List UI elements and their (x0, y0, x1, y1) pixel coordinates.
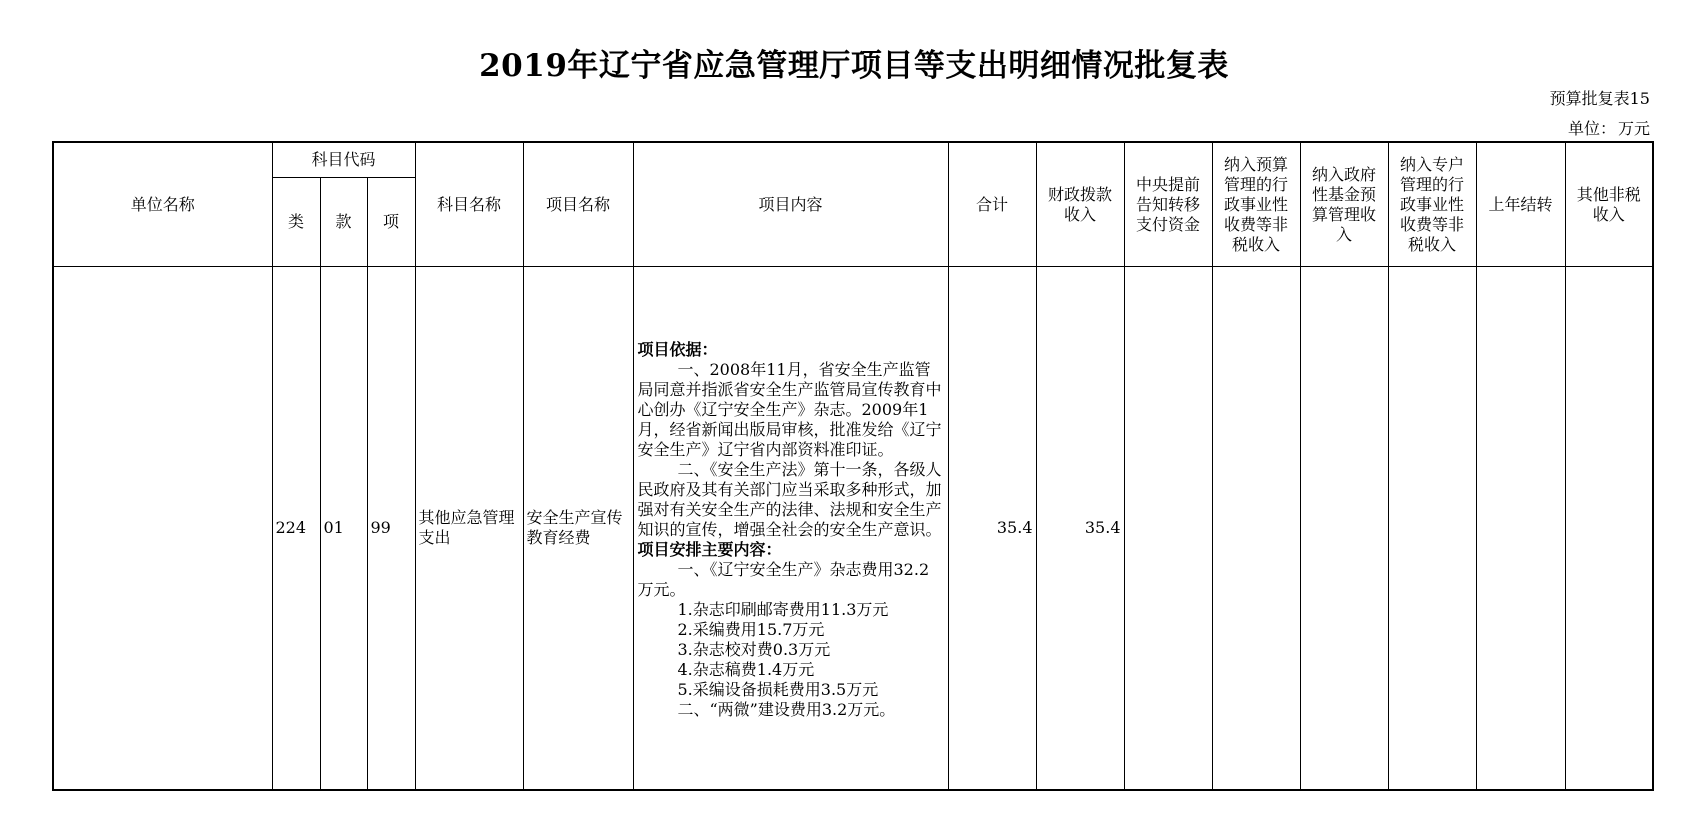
sub-item: 5.采编设备损耗费用3.5万元 (677, 680, 879, 699)
unit-value: 万元 (1617, 119, 1650, 138)
sub-item: 2.采编费用15.7万元 (677, 620, 825, 639)
header-kuan: 款 (320, 178, 367, 267)
cell-project-content (633, 267, 948, 791)
basis-heading: 项目依据： (637, 340, 718, 359)
cell-fiscal: 35.4 (1036, 267, 1124, 791)
header-project-name: 项目名称 (523, 142, 633, 267)
cell-gov-fund (1300, 267, 1388, 791)
header-special-account: 纳入专户管理的行政事业性收费等非税收入 (1388, 142, 1476, 267)
form-number: 预算批复表15 (1549, 89, 1650, 108)
header-fiscal: 财政拨款收入 (1036, 142, 1124, 267)
header-unit-name: 单位名称 (53, 142, 272, 267)
cell-central-transfer (1124, 267, 1212, 791)
cell-carryover (1476, 267, 1565, 791)
cell-special-account (1388, 267, 1476, 791)
basis-paragraph-1: 一、2008年11月，省安全生产监管局同意并指派省安全生产监管局宣传教育中心创办《辽宁安全生产》杂志。2009年1月，经省新闻出版局审核，批准发给《辽宁安全生产》辽宁省内部资料准印证。 (637, 360, 942, 459)
header-subject-name: 科目名称 (415, 142, 523, 267)
arrange-item-1: 一、《辽宁安全生产》杂志费用32.2万元。 (637, 560, 930, 599)
basis-paragraph-2: 二、《安全生产法》第十一条，各级人民政府及其有关部门应当采取多种形式，加强对有关安全生产的法律、法规和安全生产知识的宣传，增强全社会的安全生产意识。 (637, 460, 942, 539)
arrange-heading: 项目安排主要内容： (637, 540, 782, 559)
header-total: 合计 (948, 142, 1036, 267)
cell-kuan: 01 (320, 267, 367, 791)
header-gov-fund: 纳入政府性基金预算管理收入 (1300, 142, 1388, 267)
header-carryover: 上年结转 (1476, 142, 1565, 267)
cell-unit-name (53, 267, 272, 791)
header-lei: 类 (272, 178, 320, 267)
page-title: 2019年辽宁省应急管理厅项目等支出明细情况批复表 (479, 48, 1229, 84)
cell-lei: 224 (272, 267, 320, 791)
sub-item: 1.杂志印刷邮寄费用11.3万元 (677, 600, 889, 619)
unit-label: 单位： (1567, 119, 1616, 138)
header-central-transfer: 中央提前告知转移支付资金 (1124, 142, 1212, 267)
unit-note (1568, 116, 1650, 139)
cell-total: 35.4 (948, 267, 1036, 791)
header-xiang: 项 (367, 178, 415, 267)
arrange-item-2: 二、“两微”建设费用3.2万元。 (677, 700, 896, 719)
approval-table (52, 141, 1654, 791)
cell-subject-name: 其他应急管理支出 (415, 267, 523, 791)
header-admin-fee: 纳入预算管理的行政事业性收费等非税收入 (1212, 142, 1300, 267)
cell-project-name: 安全生产宣传教育经费 (523, 267, 633, 791)
cell-other-nontax (1565, 267, 1653, 791)
cell-admin-fee (1212, 267, 1300, 791)
header-other-nontax: 其他非税收入 (1565, 142, 1653, 267)
header-project-content: 项目内容 (633, 142, 948, 267)
table-row (53, 267, 1653, 791)
sub-item: 3.杂志校对费0.3万元 (677, 640, 831, 659)
header-subject-code: 科目代码 (272, 142, 415, 178)
cell-xiang: 99 (367, 267, 415, 791)
sub-item: 4.杂志稿费1.4万元 (677, 660, 815, 679)
